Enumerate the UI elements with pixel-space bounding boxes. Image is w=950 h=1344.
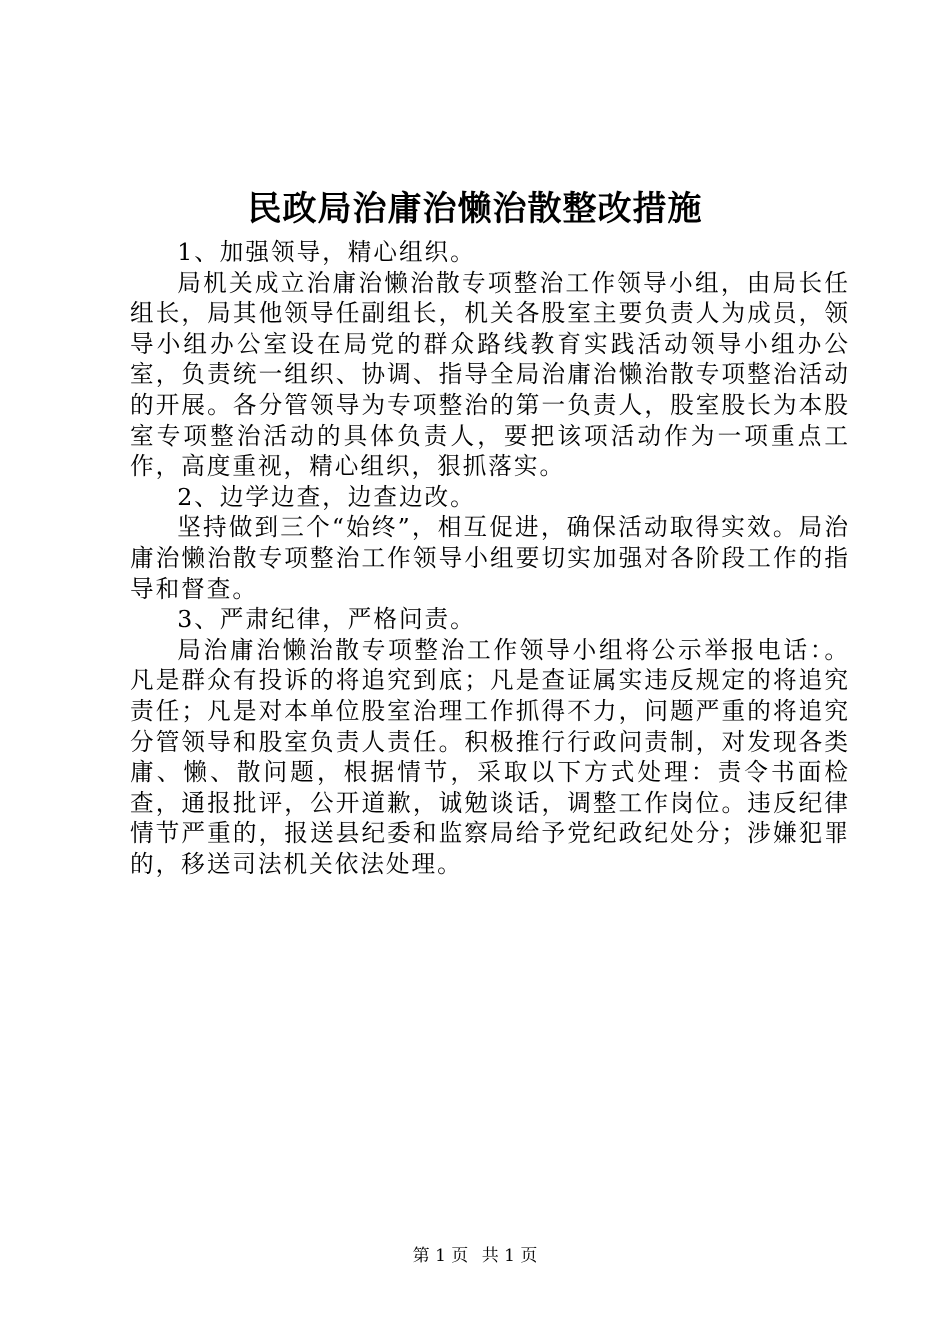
document-body <box>130 237 850 879</box>
paragraph-1: 局机关成立治庸治懒治散专项整治工作领导小组，由局长任组长，局其他领导任副组长，机关各股室主要负责人为成员，领导小组办公室设在局党的群众路线教育实践活动领导小组办公室，负责统一组织、协调、指导全局治庸治懒治散专项整治活动的开展。各分管领导为专项整治的第一负责人，股室股长为本股室专项整治活动的具体负责人，要把该项活动作为一项重点工作，高度重视，精心组织，狠抓落实。 <box>130 268 850 481</box>
page-footer <box>0 1244 950 1268</box>
section-heading-3: 3、严肃纪律，严格问责。 <box>177 605 476 634</box>
paragraph-3: 局治庸治懒治散专项整治工作领导小组将公示举报电话：。凡是群众有投诉的将追究到底；凡是查证属实违反规定的将追究责任；凡是对本单位股室治理工作抓得不力，问题严重的将追究分管领导和股室负责人责任。积极推行行政问责制，对发现各类庸、懒、散问题，根据情节，采取以下方式处理：责令书面检查，通报批评，公开道歉，诚勉谈话，调整工作岗位。违反纪律情节严重的，报送县纪委和监察局给予党纪政纪处分；涉嫌犯罪的，移送司法机关依法处理。 <box>130 635 850 878</box>
page-total: 共 1 页 <box>481 1246 538 1266</box>
section-heading-2: 2、边学边查，边查边改。 <box>177 482 476 511</box>
paragraph-2: 坚持做到三个“始终”，相互促进，确保活动取得实效。局治庸治懒治散专项整治工作领导小组要切实加强对各阶段工作的指导和督查。 <box>130 513 850 603</box>
section-heading-1: 1、加强领导，精心组织。 <box>177 238 476 266</box>
document-title: 民政局治庸治懒治散整改措施 <box>247 189 703 229</box>
page-number: 第 1 页 <box>412 1246 469 1266</box>
